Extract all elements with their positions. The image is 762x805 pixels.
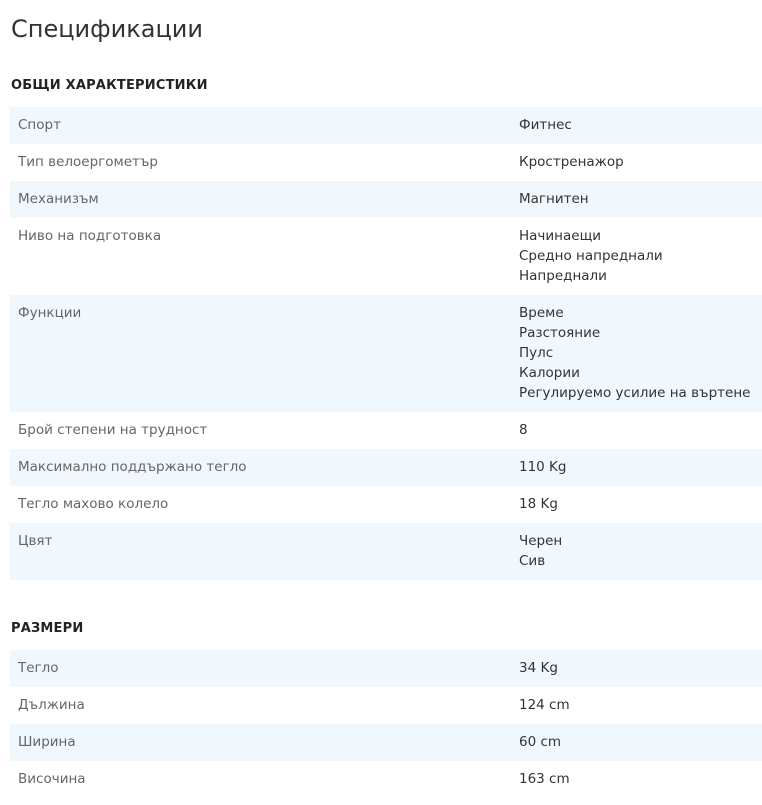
spec-table-dimensions — [10, 650, 762, 798]
spec-value-line: Магнитен — [519, 191, 589, 207]
spec-value-line: Начинаещи — [519, 228, 602, 244]
spec-row — [10, 523, 762, 580]
spec-label: Функции — [10, 295, 518, 412]
section-title-general: ОБЩИ ХАРАКТЕРИСТИКИ — [11, 78, 208, 93]
spec-value-line: 60 cm — [519, 734, 562, 750]
spec-value — [518, 523, 762, 580]
spec-row — [10, 486, 762, 523]
spec-value — [518, 144, 762, 181]
spec-row — [10, 650, 762, 687]
spec-value — [518, 687, 762, 724]
spec-row — [10, 761, 762, 798]
spec-value-line: 18 Kg — [519, 496, 558, 512]
spec-value — [518, 107, 762, 144]
spec-label: Тегло — [10, 650, 518, 687]
spec-row — [10, 449, 762, 486]
spec-value-line: Черен — [519, 533, 563, 549]
spec-table-general — [10, 107, 762, 580]
spec-label: Тегло махово колело — [10, 486, 518, 523]
spec-row — [10, 181, 762, 218]
spec-value — [518, 761, 762, 798]
spec-label: Дължина — [10, 687, 518, 724]
spec-label: Височина — [10, 761, 518, 798]
spec-label: Ширина — [10, 724, 518, 761]
spec-value-line: Регулируемо усилие на въртене — [519, 385, 751, 401]
spec-row — [10, 687, 762, 724]
spec-value-line: Кростренажор — [519, 154, 624, 170]
spec-label: Максимално поддържано тегло — [10, 449, 518, 486]
spec-value-line: 124 cm — [519, 697, 570, 713]
spec-label: Спорт — [10, 107, 518, 144]
spec-value — [518, 724, 762, 761]
spec-value — [518, 218, 762, 295]
spec-value-line: Време — [519, 305, 564, 321]
spec-value — [518, 295, 762, 412]
spec-value — [518, 486, 762, 523]
spec-value — [518, 650, 762, 687]
spec-row — [10, 295, 762, 412]
spec-label: Ниво на подготовка — [10, 218, 518, 295]
spec-value-line: 34 Kg — [519, 660, 558, 676]
spec-table-body — [10, 650, 762, 798]
spec-value-line: 163 cm — [519, 771, 570, 787]
spec-value-line: Разстояние — [519, 325, 601, 341]
spec-value-line: 110 Kg — [519, 459, 567, 475]
spec-value-line: Средно напреднали — [519, 248, 663, 264]
spec-value — [518, 412, 762, 449]
spec-value — [518, 449, 762, 486]
spec-label: Брой степени на трудност — [10, 412, 518, 449]
spec-value-line: 8 — [519, 422, 528, 438]
spec-row — [10, 144, 762, 181]
section-title-dimensions: РАЗМЕРИ — [11, 621, 84, 636]
spec-value-line: Калории — [519, 365, 580, 381]
spec-label: Цвят — [10, 523, 518, 580]
spec-value — [518, 181, 762, 218]
page-title: Спецификации — [11, 15, 203, 43]
spec-row — [10, 107, 762, 144]
spec-table-body — [10, 107, 762, 580]
spec-label: Механизъм — [10, 181, 518, 218]
spec-value-line: Пулс — [519, 345, 554, 361]
spec-row — [10, 724, 762, 761]
spec-row — [10, 218, 762, 295]
spec-row — [10, 412, 762, 449]
spec-value-line: Напреднали — [519, 268, 607, 284]
spec-value-line: Сив — [519, 553, 546, 569]
spec-label: Тип велоергометър — [10, 144, 518, 181]
spec-value-line: Фитнес — [519, 117, 572, 133]
